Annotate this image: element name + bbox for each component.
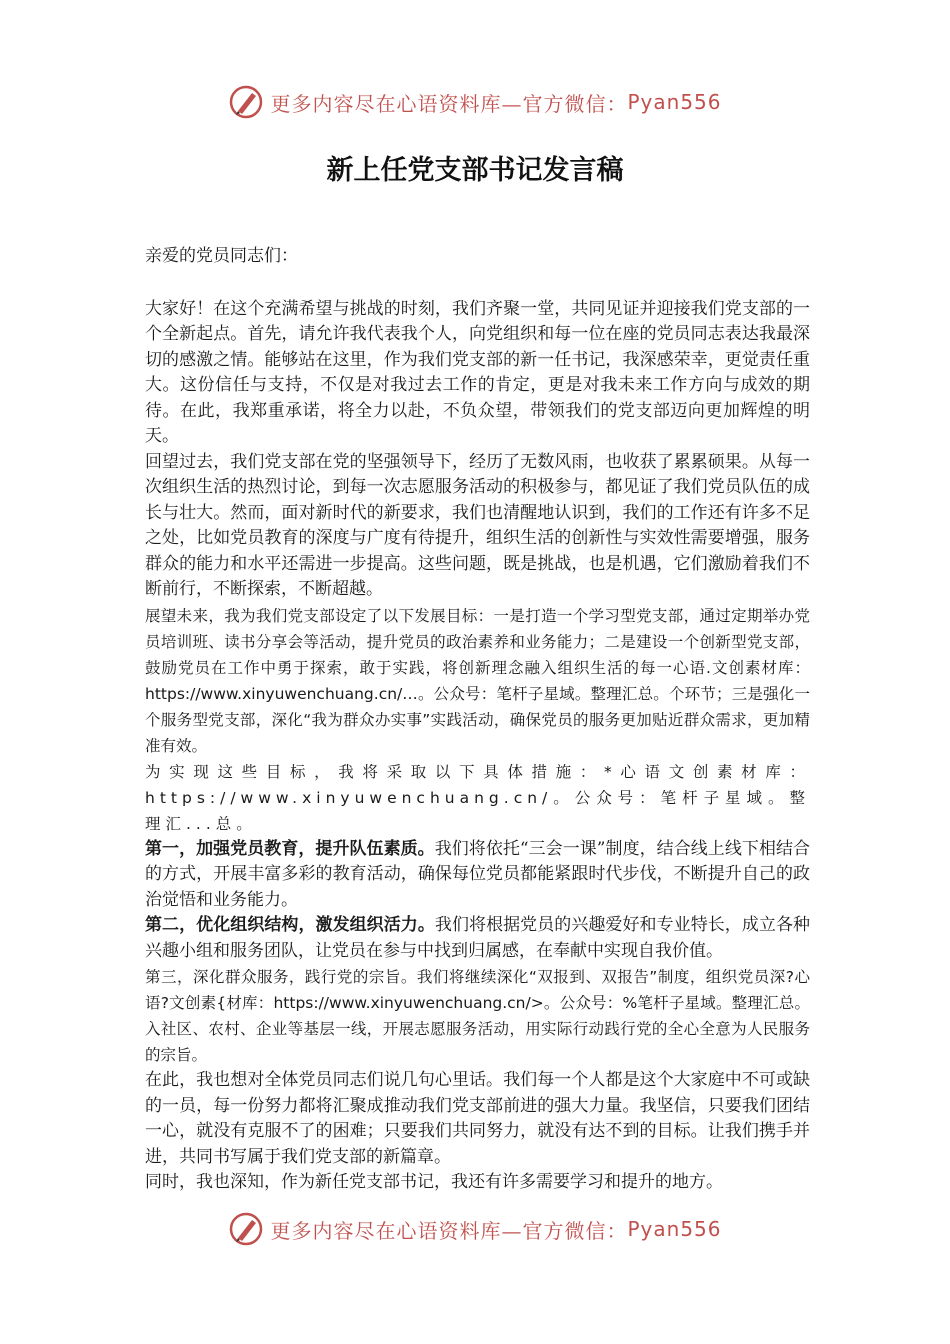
- paragraph-self-reflection: 同时，我也深知，作为新任党支部书记，我还有许多需要学习和提升的地方。: [145, 1172, 723, 1192]
- paragraph-measure-three: 第三，深化群众服务，践行党的宗旨。我们将继续深化“双报到、双报告”制度，组织党员深?心语?文创素{材库：https://www.xinyuwenchuang.cn/>。公众号：%笔杆子星域。整理汇总。入社区、农村、企业等基层一线，开展志愿服务活动，用实际行动践行党的全心全意为人民服务的宗旨。: [145, 968, 810, 1064]
- footer-banner: [0, 1209, 950, 1249]
- paragraph-measure-two: [145, 913, 810, 964]
- paragraph-goals: 展望未来，我为我们党支部设定了以下发展目标：一是打造一个学习型党支部，通过定期举办党员培训班、读书分享会等活动，提升党员的政治素养和业务能力；二是建设一个创新型党支部，鼓励党员在工作中勇于探索，敢于实践，将创新理念融入组织生活的每一心语.文创素材库：https://www.xinyuwenchuang.cn/…。公众号：笔杆子星域。整理汇总。个环节；三是强化一个服务型党支部，深化“我为群众办实事”实践活动，确保党员的服务更加贴近群众需求，更加精准有效。: [145, 606, 810, 755]
- banner-wechat-id: Pyan556: [627, 90, 722, 114]
- paragraph-greeting: 大家好！在这个充满希望与挑战的时刻，我们齐聚一堂，共同见证并迎接我们党支部的一个全新起点。首先，请允许我代表我个人，向党组织和每一位在座的党员同志表达我最深切的感激之情。能够站在这里，作为我们党支部的新一任书记，我深感荣幸，更觉责任重大。这份信任与支持，不仅是对我过去工作的肯定，更是对我未来工作方向与成效的期待。在此，我郑重承诺，将全力以赴，不负众望，带领我们的党支部迈向更加辉煌的明天。: [145, 298, 810, 446]
- pen-logo-icon: [228, 84, 264, 120]
- header-banner: [0, 82, 950, 122]
- document-body: [145, 244, 810, 1196]
- banner-slogan: 更多内容尽在心语资料库—官方微信：: [270, 1218, 628, 1243]
- pen-logo-icon: [228, 1211, 264, 1247]
- measure-two-heading: 第二，优化组织结构，激发组织活力。: [145, 915, 435, 935]
- paragraph-review: 回望过去，我们党支部在党的坚强领导下，经历了无数风雨，也收获了累累硕果。从每一次组织生活的热烈讨论，到每一次志愿服务活动的积极参与，都见证了我们党员队伍的成长与壮大。然而，面对新时代的新要求，我们也清醒地认识到，我们的工作还有许多不足之处，比如党员教育的深度与广度有待提升，组织生活的创新性与实效性需要增强，服务群众的能力和水平还需进一步提高。这些问题，既是挑战，也是机遇，它们激励着我们不断前行，不断探索，不断超越。: [145, 451, 810, 599]
- paragraph-measures-intro: 为实现这些目标，我将采取以下具体措施：*心语文创素材库：https://www.xinyuwenchuang.cn/。公众号：笔杆子星域。整理汇...总。: [145, 762, 810, 833]
- measure-one-heading: 第一，加强党员教育，提升队伍素质。: [145, 838, 435, 859]
- paragraph-measure-one: [145, 837, 810, 914]
- document-title: 新上任党支部书记发言稿: [326, 155, 624, 186]
- banner-slogan: 更多内容尽在心语资料库—官方微信：: [270, 91, 628, 116]
- paragraph-heartfelt: 在此，我也想对全体党员同志们说几句心里话。我们每一个人都是这个大家庭中不可或缺的一员，每一份努力都将汇聚成推动我们党支部前进的强大力量。我坚信，只要我们团结一心，就没有克服不了的困难；只要我们共同努力，就没有达不到的目标。让我们携手并进，共同书写属于我们党支部的新篇章。: [145, 1070, 810, 1167]
- measure-two-text: 我们将根据党员的兴趣爱好和专业特长，成立各种兴趣小组和服务团队，让党员在参与中找到归属感，在奉献中实现自我价值。: [145, 915, 811, 961]
- measure-one-text: 我们将依托“三会一课”制度，结合线上线下相结合的方式，开展丰富多彩的教育活动，确保每位党员都能紧跟时代步伐，不断提升自己的政治觉悟和业务能力。: [145, 838, 810, 910]
- salutation: 亲爱的党员同志们：: [145, 246, 298, 266]
- banner-wechat-id: Pyan556: [627, 1217, 722, 1241]
